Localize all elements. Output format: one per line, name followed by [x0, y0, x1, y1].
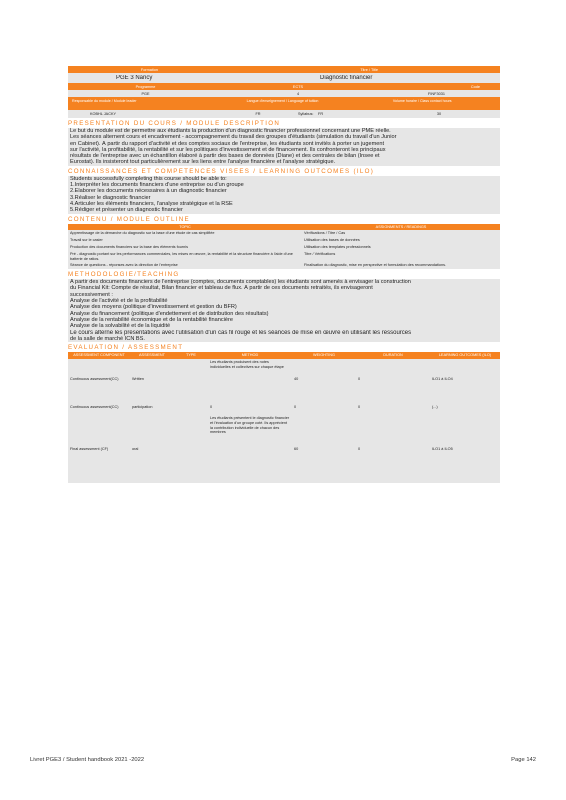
presentation-line: résultats de l'entreprise avec un échantillon élaboré à partir des bases de données (Diane) et des centrales de bilan (Insee et	[70, 153, 380, 160]
formation-label: Formation	[140, 67, 158, 72]
formation-header-row	[68, 66, 500, 73]
syllabus-label: Syllabus:	[298, 112, 314, 116]
title-label: Titre / Title	[360, 67, 378, 72]
outline-assign: Finalisation du diagnostic, mise en perspective et formulation des recommandations.	[304, 263, 447, 268]
outcomes-title: CONNAISSANCES ET COMPETENCES VISEES / LEARNING OUTCOMES (ILO)	[68, 167, 375, 175]
outline-table	[68, 224, 500, 270]
outline-topic: Pré - diagnostic portant sur les performances commerciales, les mises en œuvre, la rentabilité et la structure financière à l'aide d'une batterie de ratios.	[70, 251, 293, 261]
presentation-title: PRESENTATION DU COURS / MODULE DESCRIPTION	[68, 120, 281, 127]
title-value: Diagnostic financier	[320, 75, 373, 81]
langue-value: FR	[255, 112, 261, 116]
table-row	[68, 244, 500, 251]
eval-duration: 0	[358, 446, 361, 451]
outline-header-topic: TOPIC	[179, 224, 191, 229]
eval-type	[174, 359, 208, 399]
eval-ilo: ILO1 à ILO5	[432, 446, 453, 451]
outcome-line: 2.Elaborer les documents nécessaires à un diagnostic financier	[70, 188, 227, 195]
outcome-line: 5.Rédiger et présenter un diagnostic financier	[70, 207, 183, 214]
outline-topic: Production des documents financiers sur la base des éléments fournis	[70, 244, 188, 249]
eval-ilo: ILO1 à ILO4	[432, 376, 453, 381]
volume-value: 30	[436, 112, 442, 116]
table-row	[68, 251, 500, 263]
eval-component: Final assessment (CF)	[70, 446, 109, 451]
eval-method: 0	[210, 404, 213, 409]
eval-duration: 0	[358, 404, 361, 409]
responsable-value-row	[68, 110, 500, 118]
methodology-line: Analyse de la rentabilité économique et de la rentabilité financière	[70, 316, 233, 323]
eval-header-assessment: ASSESSMENT	[139, 353, 165, 358]
responsable-header-row	[68, 97, 500, 110]
evaluation-table	[68, 352, 500, 483]
programme-header-row	[68, 83, 500, 90]
syllabus-value: FR	[318, 112, 324, 116]
eval-header-method: METHOD	[241, 353, 259, 358]
eval-type	[174, 399, 208, 415]
evaluation-title: EVALUATION / ASSESSMENT	[68, 344, 184, 352]
eval-assessment: participation	[132, 404, 153, 409]
presentation-line: Les séances alternent cours et encadrement - accompagnement du travail des groupes d'étudiants (simulation du travail d'un Junior	[70, 134, 397, 141]
eval-type	[174, 415, 208, 483]
programme-value-row	[68, 90, 500, 97]
langue-label: Langue d'enseignement / Language of tuition	[246, 99, 319, 103]
methodology-title: METHODOLOGIE/TEACHING	[68, 271, 180, 279]
eval-assessment: Written	[132, 376, 144, 381]
presentation-line: en Cabinet). À partir du rapport d'activité et des comptes sociaux de l'entreprise, les étudiants sont invités à porter un jugement	[70, 140, 385, 147]
outcome-line: 1.Interpréter les documents financiers d'une entreprise ou d'un groupe	[70, 182, 244, 189]
footer-left: Livret PGE3 / Student handbook 2021 -2022	[30, 757, 145, 763]
outline-topic: Séance de questions - réponses avec la direction de l'entreprise	[70, 263, 178, 268]
eval-method: Les étudiants présentent le diagnostic financier et l'évaluation d'un groupe coté. Ils apprécient la contribution individuelle de chacun des membres	[210, 415, 290, 435]
eval-assessment: oral	[132, 446, 139, 451]
eval-header-type: TYPE	[186, 353, 196, 358]
programme-value: PGE	[141, 91, 150, 96]
eval-component: Continuous assessment(CC)	[70, 376, 119, 381]
table-row	[68, 399, 500, 415]
table-row	[68, 359, 500, 399]
table-row	[68, 415, 500, 483]
code-value: FINF3031	[428, 91, 445, 96]
outline-assign: Utilisation des templates professionnels	[304, 244, 371, 249]
ects-label: ECTS	[292, 84, 304, 89]
ects-value: 4	[296, 91, 300, 96]
responsable-label: Responsable du module / Module leader	[72, 99, 137, 103]
outcome-line: 4.Articuler les éléments financiers, l'analyse stratégique et la RSE	[70, 200, 233, 207]
outline-topic: Apprentissage de la démarche du diagnostic sur la base d'une étude de cas simplifiée	[70, 231, 215, 236]
code-label: Code	[470, 84, 480, 89]
eval-header-duration: DURATION	[383, 353, 403, 358]
table-row	[68, 230, 500, 237]
eval-header-component: ASSESSMENT COMPONENT	[73, 353, 125, 358]
methodology-line: successivement :	[70, 291, 113, 298]
evaluation-header-row	[68, 352, 500, 359]
formation-value-row	[68, 73, 500, 83]
leader-value: KOBHL JACKY	[90, 112, 117, 116]
outcome-line: Students successfully completing this course should be able to:	[70, 175, 227, 182]
eval-duration: 0	[358, 376, 361, 381]
outcome-line: 3.Réaliser le diagnostic financier	[70, 194, 151, 201]
eval-component: Continuous assessment(CC)	[70, 404, 119, 409]
methodology-last-line: de la salle de marché ICN BS.	[70, 335, 145, 342]
methodology-line: Analyse des moyens (politique d'investissement et gestion du BFR)	[70, 304, 237, 311]
outline-title: CONTENU / MODULE OUTLINE	[68, 215, 190, 223]
programme-label: Programme	[135, 84, 156, 89]
methodology-box	[68, 279, 500, 342]
eval-weighting: 60	[294, 446, 299, 451]
eval-weighting: 0	[294, 404, 297, 409]
eval-method: Les étudiants produisent des notes individuelles et collectives sur chaque étape	[210, 359, 284, 369]
methodology-line: A partir des documents financiers de l'entreprise (comptes, documents comptables) les étudiants sont amenés à envisager la construction	[70, 279, 411, 286]
methodology-line: Analyse de l'activité et de la profitabilité	[70, 298, 168, 305]
outline-assign: Titre / Vérifications	[304, 251, 336, 256]
volume-label: Volume horaire / Class contact hours	[392, 99, 452, 103]
methodology-bold-line: Le cours alterne les présentations avec l'utilisation d'un cas fil rouge et les séances de mise en œuvre en utilisant les ressources	[70, 329, 412, 336]
syllabus-page	[68, 66, 500, 483]
outline-topic: Travail sur le casier	[70, 238, 103, 243]
presentation-box	[68, 128, 500, 166]
outline-header-assign: ASSIGNMENTS / READINGS	[375, 224, 427, 229]
outline-assign: Utilisation des bases de données	[304, 238, 360, 243]
footer-page-number: Page 142	[511, 757, 536, 763]
presentation-line: Eurostat). Ils insisteront tout particulièrement sur les liens entre l'analyse financière et l'analyse stratégique.	[70, 159, 336, 166]
presentation-line: Le but du module est de permettre aux étudiants la production d'un diagnostic financier professionnel concernant une PME réelle.	[70, 128, 391, 134]
eval-weighting: 40	[294, 376, 299, 381]
presentation-line: sur l'activité, la profitabilité, la rentabilité et sur les politiques d'investissement et de financement. Ils confronteront les principaux	[70, 146, 386, 153]
outline-assign: Vérifications / Titre / Cas	[304, 231, 346, 236]
methodology-line: du Financial Kit: Compte de résultat, Bilan financier et tableau de flux. À partir de ces documents retraités, ils envisageront	[70, 285, 373, 292]
table-row	[68, 237, 500, 244]
eval-header-ilo: LEARNING OUTCOMES (ILO)	[438, 353, 492, 358]
outcomes-box	[68, 176, 500, 214]
outline-header-row	[68, 224, 500, 231]
methodology-line: Analyse du financement (politique d'endettement et de distribution des résultats)	[70, 310, 269, 317]
table-row	[68, 262, 500, 269]
eval-header-weighting: WEIGHTING	[313, 353, 335, 358]
eval-ilo: (...)	[432, 404, 438, 409]
program-value: PGE 3 Nancy	[116, 75, 153, 81]
methodology-line: Analyse de la solvabilité et de la liquidité	[70, 323, 171, 330]
